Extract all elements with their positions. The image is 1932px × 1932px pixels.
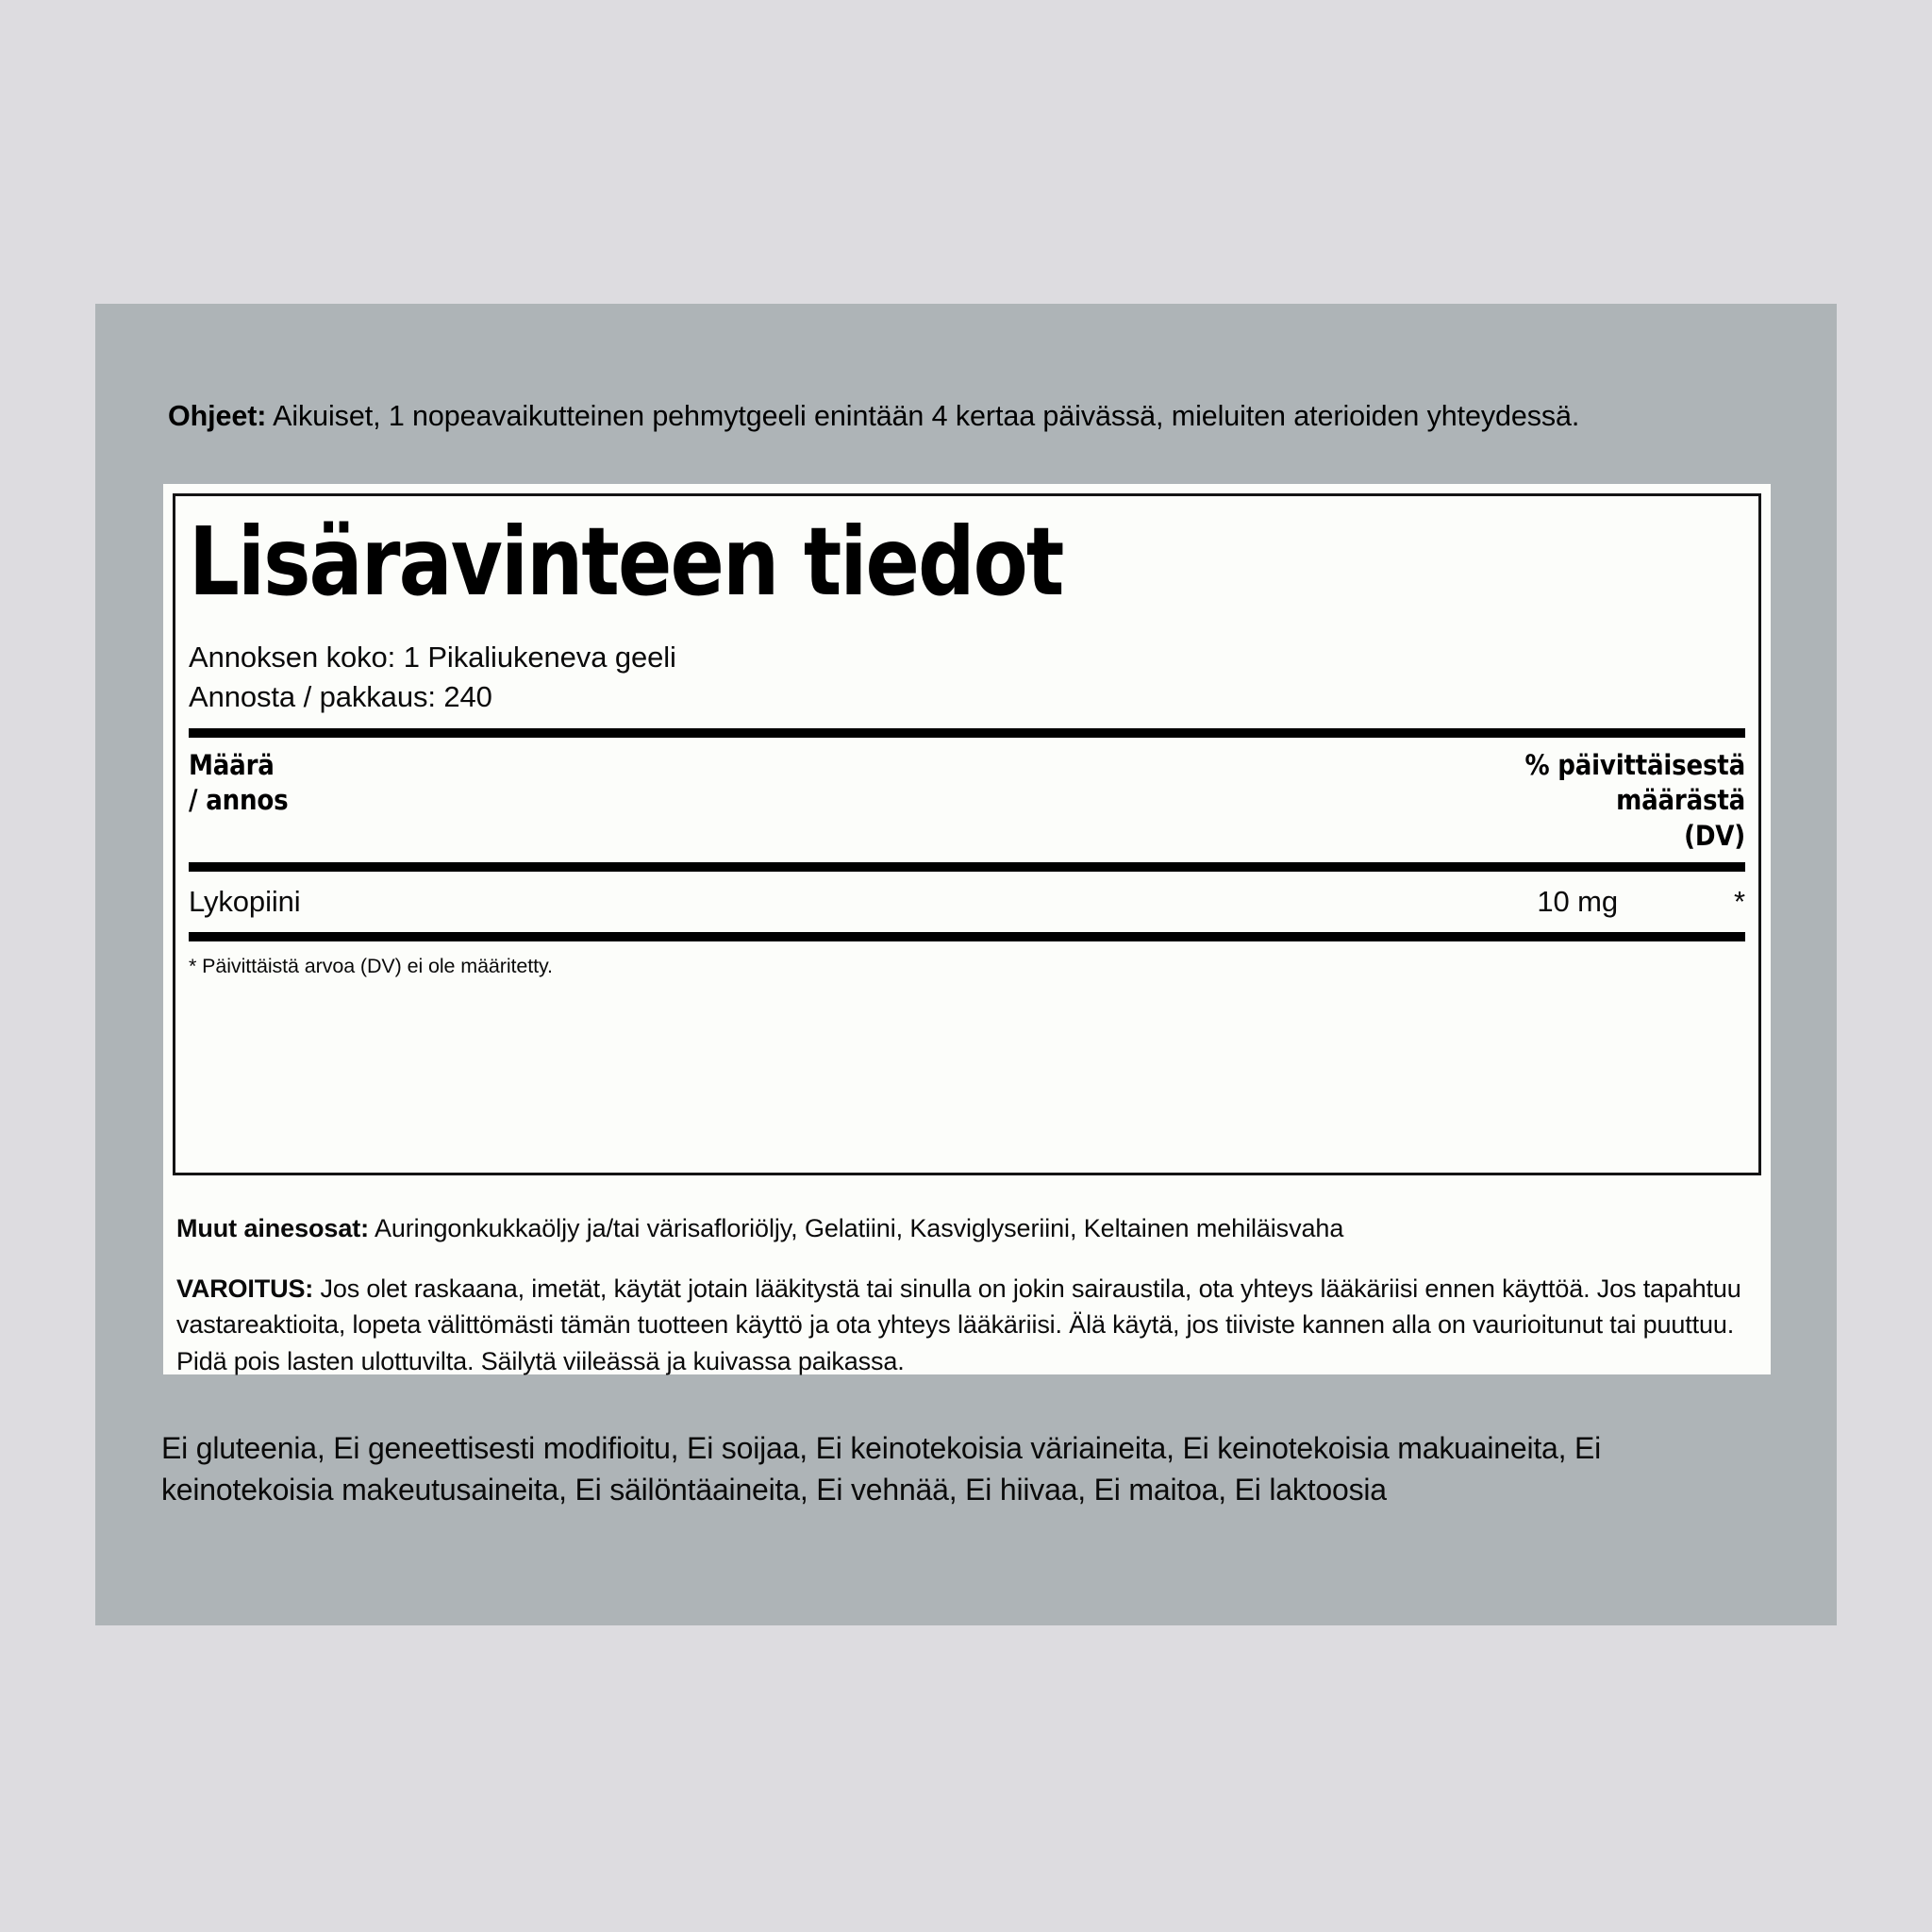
supplement-facts-box xyxy=(173,493,1761,1175)
warning-text: Jos olet raskaana, imetät, käytät jotain lääkitystä tai sinulla on jokin sairaustila, ota yhteys lääkäriisi ennen käyttöä. Jos tapahtuu vastareaktioita, lopeta välittömästi tämän tuotteen käyttö ja ota yhteys lääkäriisi. Älä käytä, jos tiiviste kannen alla on vaurioitunut tai puuttuu. Pidä pois lasten ulottuvilta. Säilytä viileässä ja kuivassa paikassa. xyxy=(176,1274,1741,1375)
other-ingredients-label: Muut ainesosat: xyxy=(176,1214,370,1242)
rule-above-header xyxy=(189,728,1745,738)
supplement-facts-card xyxy=(163,484,1771,1374)
supplement-facts-title: Lisäravinteen tiedot xyxy=(189,507,1063,617)
nutrient-daily-value: * xyxy=(1734,885,1745,919)
rule-below-header xyxy=(189,862,1745,872)
warning-label: VAROITUS: xyxy=(176,1274,314,1304)
supplement-label-panel xyxy=(95,304,1837,1625)
nutrient-amount: 10 mg xyxy=(1537,885,1618,919)
rule-below-nutrients xyxy=(189,932,1745,941)
dv-header-line-3: (DV) xyxy=(1684,819,1745,852)
warning-paragraph xyxy=(176,1271,1757,1379)
card-bottom-text xyxy=(176,1187,1757,1405)
other-ingredients-text: Auringonkukkaöljy ja/tai värisafloriöljy, Gelatiini, Kasviglyseriini, Keltainen mehiläisvaha xyxy=(374,1214,1344,1242)
facts-column-headers xyxy=(189,738,1745,862)
amount-header-line-2: / annos xyxy=(189,784,289,817)
daily-value-footnote: * Päivittäistä arvoa (DV) ei ole määritetty. xyxy=(189,955,553,978)
directions-text: Aikuiset, 1 nopeavaikutteinen pehmytgeeli enintään 4 kertaa päivässä, mieluiten aterioiden yhteydessä. xyxy=(273,399,1580,432)
supplement-facts-inner xyxy=(189,496,1745,1173)
servings-per-container: Annosta / pakkaus: 240 xyxy=(189,679,492,713)
nutrient-row xyxy=(189,872,1745,932)
serving-size: Annoksen koko: 1 Pikaliukeneva geeli xyxy=(189,641,676,674)
nutrient-name: Lykopiini xyxy=(189,885,301,919)
daily-value-header xyxy=(1524,748,1745,854)
free-from-claims: Ei gluteenia, Ei geneettisesti modifioitu, Ei soijaa, Ei keinotekoisia väriaineita, Ei keinotekoisia makuaineita, Ei keinotekoisia makeutusaineita, Ei säilöntäaineita, Ei vehnää, Ei hiivaa, Ei maitoa, Ei laktoosia xyxy=(161,1431,1602,1507)
dv-header-line-2: määrästä xyxy=(1616,784,1745,817)
amount-per-serving-header xyxy=(189,748,288,819)
other-ingredients-paragraph xyxy=(176,1212,1757,1245)
amount-header-line-1: Määrä xyxy=(189,749,275,782)
directions-paragraph xyxy=(168,397,1677,436)
dv-header-line-1: % päivittäisestä xyxy=(1524,749,1745,782)
serving-info xyxy=(189,638,1745,716)
directions-label: Ohjeet: xyxy=(168,399,267,432)
